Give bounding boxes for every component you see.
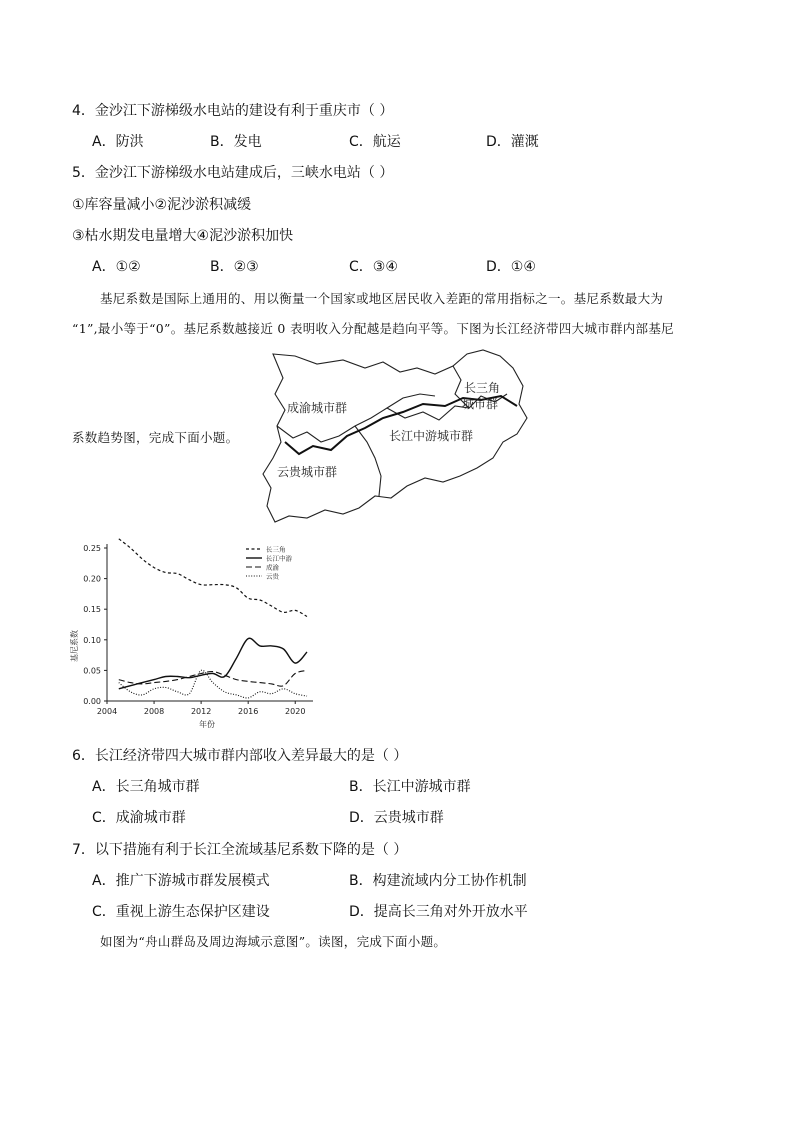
question-6-stem: 6．长江经济带四大城市群内部收入差异最大的是（ ）: [72, 748, 408, 764]
x-tick-label: 2020: [285, 707, 306, 716]
q6-option-a: A．长三角城市群: [92, 779, 200, 795]
boundary-yungui: [355, 426, 381, 496]
legend-label: 长江中游: [266, 554, 292, 563]
map-label-changsanjiao-2: 城市群: [462, 397, 499, 411]
q4-option-a: A．防洪: [92, 134, 144, 150]
legend-label: 成渝: [266, 563, 279, 572]
passage-line-2: “1”,最小等于“0”。基尼系数越接近 0 表明收入分配越是趋向平等。下图为长江经济带四大城市群内部基尼: [72, 321, 674, 336]
map-label-chengyu: 成渝城市群: [287, 401, 348, 415]
y-tick-label: 0.25: [83, 544, 101, 553]
passage-line-1: 基尼系数是国际上通用的、用以衡量一个国家或地区居民收入差距的常用指标之一。基尼系数最大为: [100, 291, 664, 306]
q7-option-b: B．构建流域内分工协作机制: [349, 873, 527, 889]
q7-option-a: A．推广下游城市群发展模式: [92, 873, 270, 889]
q7-option-d: D．提高长三角对外开放水平: [349, 904, 528, 920]
q5-option-d: D．①④: [486, 259, 536, 275]
y-tick-label: 0.00: [83, 697, 101, 706]
q6-option-d: D．云贵城市群: [349, 810, 444, 826]
legend-label: 长三角: [266, 545, 286, 554]
q4-option-b: B．发电: [210, 134, 262, 150]
yangtze-city-clusters-map: [255, 346, 540, 526]
x-tick-label: 2016: [237, 707, 259, 716]
q6-option-b: B．长江中游城市群: [349, 779, 471, 795]
x-axis-label: 年份: [199, 720, 215, 729]
legend-label: 云贵: [266, 572, 279, 581]
gini-coefficient-chart: [60, 536, 320, 731]
q4-option-c: C．航运: [349, 134, 401, 150]
x-tick-label: 2008: [143, 707, 165, 716]
y-tick-label: 0.10: [83, 635, 101, 645]
x-tick-label: 2004: [96, 707, 118, 716]
q4-option-d: D．灌溉: [486, 134, 539, 150]
series-line-2: [119, 670, 307, 686]
y-tick-label: 0.20: [83, 574, 101, 584]
y-tick-label: 0.05: [83, 666, 101, 676]
q6-option-c: C．成渝城市群: [92, 810, 186, 826]
q5-option-c: C．③④: [349, 259, 398, 275]
series-line-1: [119, 638, 307, 689]
next-passage: 如图为“舟山群岛及周边海域示意图”。读图，完成下面小题。: [100, 934, 447, 949]
question-4-stem: 4．金沙江下游梯级水电站的建设有利于重庆市（ ）: [72, 103, 394, 119]
q7-option-c: C．重视上游生态保护区建设: [92, 904, 270, 920]
question-7-stem: 7．以下措施有利于长江全流域基尼系数下降的是（ ）: [72, 842, 408, 858]
map-label-yungui: 云贵城市群: [277, 465, 338, 479]
y-tick-label: 0.15: [83, 605, 101, 615]
q5-statement-2: ③枯水期发电量增大④泥沙淤积加快: [72, 228, 294, 244]
x-tick-label: 2012: [190, 707, 212, 716]
map-label-changsanjiao-1: 长三角: [464, 381, 501, 395]
passage-line-3: 系数趋势图，完成下面小题。: [72, 430, 239, 445]
q5-statement-1: ①库容量减小②泥沙淤积减缓: [72, 197, 252, 213]
y-axis-label: 基尼系数: [70, 630, 79, 662]
question-5-stem: 5．金沙江下游梯级水电站建成后，三峡水电站（ ）: [72, 165, 394, 181]
map-label-changjiang: 长江中游城市群: [389, 429, 474, 443]
q5-option-b: B．②③: [210, 259, 259, 275]
q5-option-a: A．①②: [92, 259, 141, 275]
